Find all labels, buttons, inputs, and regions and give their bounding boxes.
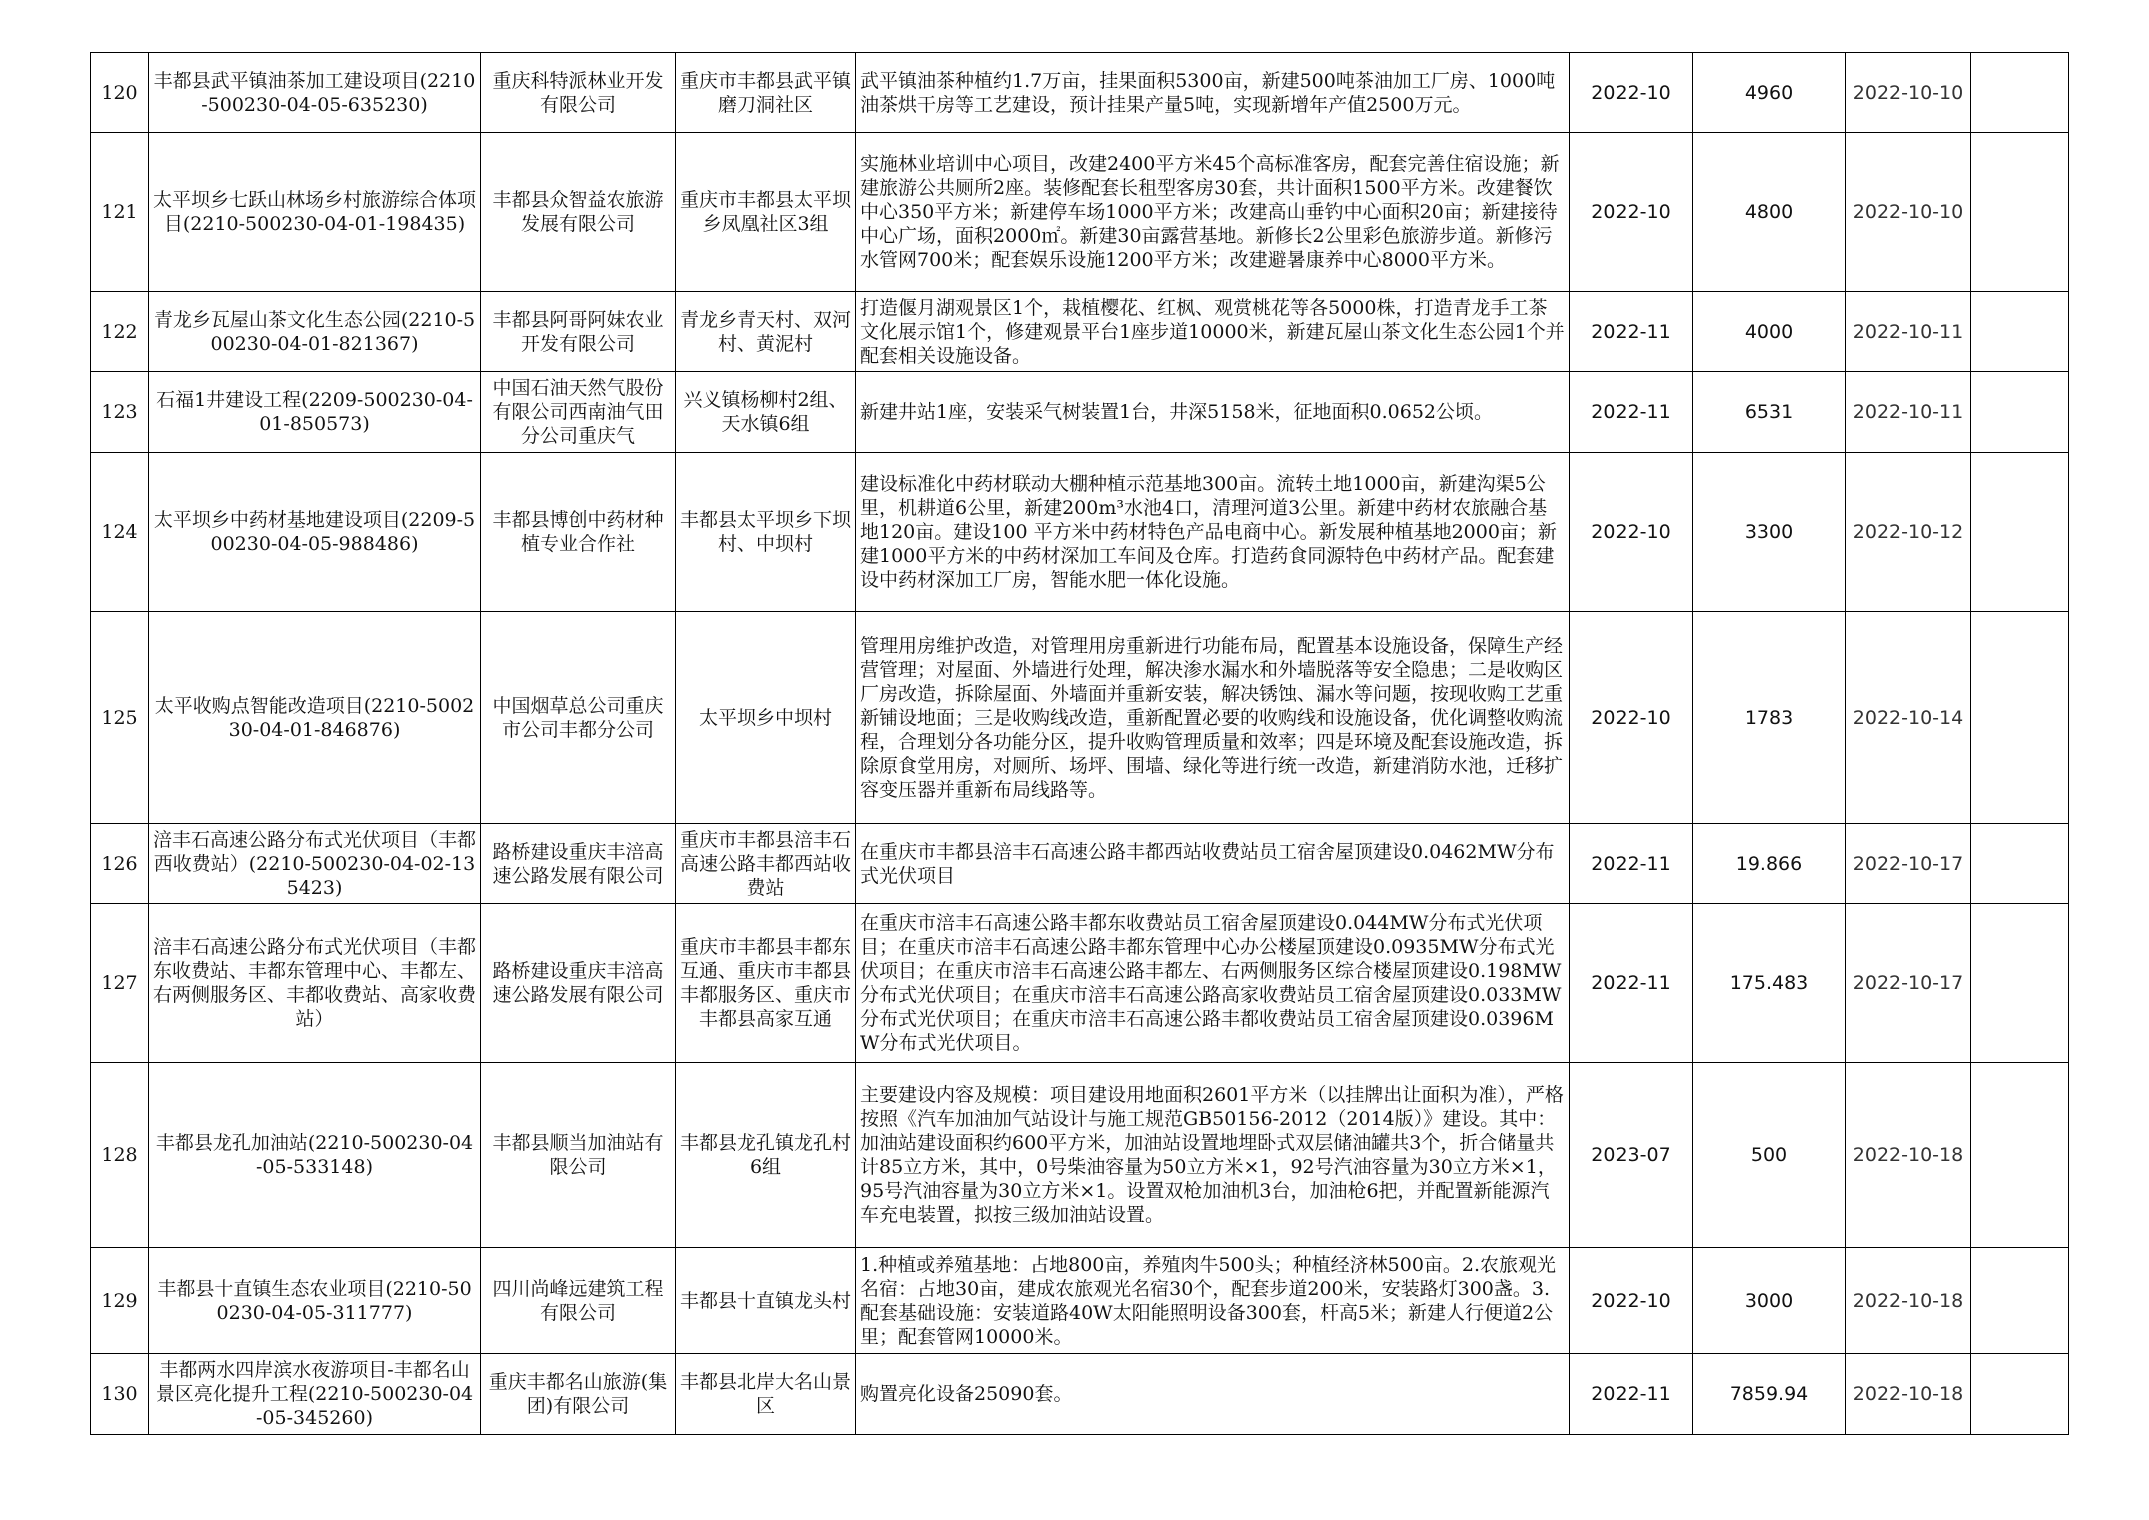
project-location: 丰都县太平坝乡下坝村、中坝村 — [676, 453, 856, 612]
project-description: 管理用房维护改造，对管理用房重新进行功能布局，配置基本设施设备，保障生产经营管理；对屋面、外墙进行处理，解决渗水漏水和外墙脱落等安全隐患；二是收购区厂房改造，拆除屋面、外墙面并重新安装，解决锈蚀、漏水等问题，按现收购工艺重新铺设地面；三是收购线改造，重新配置必要的收购线和设施设备，优化调整收购流程，合理划分各功能分区，提升收购管理质量和效率；四是环境及配套设施改造，拆除原食堂用房，对厕所、场坪、围墙、绿化等进行统一改造，新建消防水池，迁移扩容变压器并重新布局线路等。 — [856, 612, 1570, 824]
project-name: 石福1井建设工程(2209-500230-04-01-850573) — [149, 372, 481, 453]
row-index: 129 — [91, 1248, 149, 1354]
project-location: 丰都县龙孔镇龙孔村6组 — [676, 1063, 856, 1248]
remarks — [1971, 1063, 2069, 1248]
project-name: 青龙乡瓦屋山茶文化生态公园(2210-500230-04-01-821367) — [149, 292, 481, 372]
project-name: 丰都两水四岸滨水夜游项目-丰都名山景区亮化提升工程(2210-500230-04-05-345260) — [149, 1354, 481, 1435]
filing-date: 2022-10-11 — [1846, 292, 1971, 372]
row-index: 130 — [91, 1354, 149, 1435]
total-investment: 7859.94 — [1693, 1354, 1846, 1435]
filing-date: 2022-10-18 — [1846, 1354, 1971, 1435]
remarks — [1971, 133, 2069, 292]
remarks — [1971, 292, 2069, 372]
project-name: 太平坝乡七跃山林场乡村旅游综合体项目(2210-500230-04-01-198435) — [149, 133, 481, 292]
table-row — [91, 1354, 2069, 1435]
remarks — [1971, 824, 2069, 904]
filing-date: 2022-10-17 — [1846, 904, 1971, 1063]
construction-unit: 路桥建设重庆丰涪高速公路发展有限公司 — [481, 904, 676, 1063]
start-date: 2022-11 — [1570, 292, 1693, 372]
row-index: 121 — [91, 133, 149, 292]
start-date: 2022-11 — [1570, 1354, 1693, 1435]
total-investment: 500 — [1693, 1063, 1846, 1248]
project-location: 重庆市丰都县涪丰石高速公路丰都西站收费站 — [676, 824, 856, 904]
construction-unit: 重庆丰都名山旅游(集团)有限公司 — [481, 1354, 676, 1435]
start-date: 2023-07 — [1570, 1063, 1693, 1248]
project-location: 重庆市丰都县太平坝乡凤凰社区3组 — [676, 133, 856, 292]
start-date: 2022-10 — [1570, 612, 1693, 824]
total-investment: 3000 — [1693, 1248, 1846, 1354]
project-description: 建设标准化中药材联动大棚种植示范基地300亩。流转土地1000亩，新建沟渠5公里，机耕道6公里，新建200m³水池4口，清理河道3公里。新建中药材农旅融合基地120亩。建设100 平方米中药材特色产品电商中心。新发展种植基地2000亩；新建1000平方米的中药材深加工车间及仓库。打造药食同源特色中药材产品。配套建设中药材深加工厂房，智能水肥一体化设施。 — [856, 453, 1570, 612]
total-investment: 6531 — [1693, 372, 1846, 453]
remarks — [1971, 453, 2069, 612]
project-location: 丰都县十直镇龙头村 — [676, 1248, 856, 1354]
project-table — [90, 52, 2069, 1435]
remarks — [1971, 904, 2069, 1063]
filing-date: 2022-10-18 — [1846, 1063, 1971, 1248]
project-location: 丰都县北岸大名山景区 — [676, 1354, 856, 1435]
construction-unit: 重庆科特派林业开发有限公司 — [481, 53, 676, 133]
total-investment: 1783 — [1693, 612, 1846, 824]
project-description: 实施林业培训中心项目，改建2400平方米45个高标准客房，配套完善住宿设施；新建旅游公共厕所2座。装修配套长租型客房30套，共计面积1500平方米。改建餐饮中心350平方米；新建停车场1000平方米；改建高山垂钓中心面积20亩；新建接待中心广场，面积2000㎡。新建30亩露营基地。新修长2公里彩色旅游步道。新修污水管网700米；配套娱乐设施1200平方米；改建避暑康养中心8000平方米。 — [856, 133, 1570, 292]
project-description: 购置亮化设备25090套。 — [856, 1354, 1570, 1435]
project-description: 在重庆市涪丰石高速公路丰都东收费站员工宿舍屋顶建设0.044MW分布式光伏项目；在重庆市涪丰石高速公路丰都东管理中心办公楼屋顶建设0.0935MW分布式光伏项目；在重庆市涪丰石高速公路丰都左、右两侧服务区综合楼屋顶建设0.198MW分布式光伏项目；在重庆市涪丰石高速公路高家收费站员工宿舍屋顶建设0.033MW分布式光伏项目；在重庆市涪丰石高速公路丰都收费站员工宿舍屋顶建设0.0396MW分布式光伏项目。 — [856, 904, 1570, 1063]
row-index: 124 — [91, 453, 149, 612]
project-name: 丰都县龙孔加油站(2210-500230-04-05-533148) — [149, 1063, 481, 1248]
table-row — [91, 372, 2069, 453]
remarks — [1971, 612, 2069, 824]
start-date: 2022-10 — [1570, 453, 1693, 612]
total-investment: 19.866 — [1693, 824, 1846, 904]
start-date: 2022-10 — [1570, 1248, 1693, 1354]
project-name: 涪丰石高速公路分布式光伏项目（丰都东收费站、丰都东管理中心、丰都左、右两侧服务区、丰都收费站、高家收费站） — [149, 904, 481, 1063]
construction-unit: 丰都县顺当加油站有限公司 — [481, 1063, 676, 1248]
construction-unit: 中国烟草总公司重庆市公司丰都分公司 — [481, 612, 676, 824]
construction-unit: 丰都县众智益农旅游发展有限公司 — [481, 133, 676, 292]
construction-unit: 四川尚峰远建筑工程有限公司 — [481, 1248, 676, 1354]
filing-date: 2022-10-11 — [1846, 372, 1971, 453]
project-name: 丰都县十直镇生态农业项目(2210-500230-04-05-311777) — [149, 1248, 481, 1354]
filing-date: 2022-10-10 — [1846, 53, 1971, 133]
filing-date: 2022-10-14 — [1846, 612, 1971, 824]
filing-date: 2022-10-17 — [1846, 824, 1971, 904]
remarks — [1971, 53, 2069, 133]
remarks — [1971, 1248, 2069, 1354]
row-index: 122 — [91, 292, 149, 372]
start-date: 2022-10 — [1570, 133, 1693, 292]
total-investment: 4800 — [1693, 133, 1846, 292]
filing-date: 2022-10-10 — [1846, 133, 1971, 292]
row-index: 125 — [91, 612, 149, 824]
table-row — [91, 612, 2069, 824]
table-row — [91, 53, 2069, 133]
remarks — [1971, 372, 2069, 453]
project-description: 新建井站1座，安装采气树装置1台，井深5158米，征地面积0.0652公顷。 — [856, 372, 1570, 453]
project-location: 重庆市丰都县武平镇磨刀洞社区 — [676, 53, 856, 133]
project-name: 丰都县武平镇油茶加工建设项目(2210-500230-04-05-635230) — [149, 53, 481, 133]
project-location: 太平坝乡中坝村 — [676, 612, 856, 824]
project-location: 青龙乡青天村、双河村、黄泥村 — [676, 292, 856, 372]
table-row — [91, 904, 2069, 1063]
project-description: 在重庆市丰都县涪丰石高速公路丰都西站收费站员工宿舍屋顶建设0.0462MW分布式光伏项目 — [856, 824, 1570, 904]
row-index: 120 — [91, 53, 149, 133]
total-investment: 4960 — [1693, 53, 1846, 133]
total-investment: 4000 — [1693, 292, 1846, 372]
project-location: 重庆市丰都县丰都东互通、重庆市丰都县丰都服务区、重庆市丰都县高家互通 — [676, 904, 856, 1063]
project-description: 1.种植或养殖基地：占地800亩，养殖肉牛500头；种植经济林500亩。2.农旅观光名宿：占地30亩，建成农旅观光名宿30个，配套步道200米，安装路灯300盏。3.配套基础设施：安装道路40W太阳能照明设备300套，杆高5米；新建人行便道2公里；配套管网10000米。 — [856, 1248, 1570, 1354]
construction-unit: 丰都县阿哥阿妹农业开发有限公司 — [481, 292, 676, 372]
table-row — [91, 133, 2069, 292]
project-description: 主要建设内容及规模：项目建设用地面积2601平方米（以挂牌出让面积为准），严格按照《汽车加油加气站设计与施工规范GB50156-2012（2014版）》建设。其中：加油站建设面积约600平方米，加油站设置地埋卧式双层储油罐共3个，折合储量共计85立方米，其中，0号柴油容量为50立方米×1，92号汽油容量为30立方米×1，95号汽油容量为30立方米×1。设置双枪加油机3台，加油枪6把，并配置新能源汽车充电装置，拟按三级加油站设置。 — [856, 1063, 1570, 1248]
project-location: 兴义镇杨柳村2组、天水镇6组 — [676, 372, 856, 453]
table-row — [91, 1248, 2069, 1354]
row-index: 126 — [91, 824, 149, 904]
remarks — [1971, 1354, 2069, 1435]
project-name: 太平收购点智能改造项目(2210-500230-04-01-846876) — [149, 612, 481, 824]
total-investment: 3300 — [1693, 453, 1846, 612]
table-row — [91, 453, 2069, 612]
filing-date: 2022-10-18 — [1846, 1248, 1971, 1354]
project-name: 涪丰石高速公路分布式光伏项目（丰都西收费站）(2210-500230-04-02-135423) — [149, 824, 481, 904]
start-date: 2022-11 — [1570, 904, 1693, 1063]
construction-unit: 丰都县博创中药材种植专业合作社 — [481, 453, 676, 612]
table-row — [91, 824, 2069, 904]
table-row — [91, 292, 2069, 372]
start-date: 2022-11 — [1570, 824, 1693, 904]
filing-date: 2022-10-12 — [1846, 453, 1971, 612]
project-description: 打造偃月湖观景区1个，栽植樱花、红枫、观赏桃花等各5000株，打造青龙手工茶文化展示馆1个，修建观景平台1座步道10000米，新建瓦屋山茶文化生态公园1个并配套相关设施设备。 — [856, 292, 1570, 372]
start-date: 2022-10 — [1570, 53, 1693, 133]
project-description: 武平镇油茶种植约1.7万亩，挂果面积5300亩，新建500吨茶油加工厂房、1000吨油茶烘干房等工艺建设，预计挂果产量5吨，实现新增年产值2500万元。 — [856, 53, 1570, 133]
total-investment: 175.483 — [1693, 904, 1846, 1063]
row-index: 127 — [91, 904, 149, 1063]
start-date: 2022-11 — [1570, 372, 1693, 453]
construction-unit: 中国石油天然气股份有限公司西南油气田分公司重庆气 — [481, 372, 676, 453]
construction-unit: 路桥建设重庆丰涪高速公路发展有限公司 — [481, 824, 676, 904]
table-row — [91, 1063, 2069, 1248]
row-index: 123 — [91, 372, 149, 453]
row-index: 128 — [91, 1063, 149, 1248]
project-name: 太平坝乡中药材基地建设项目(2209-500230-04-05-988486) — [149, 453, 481, 612]
